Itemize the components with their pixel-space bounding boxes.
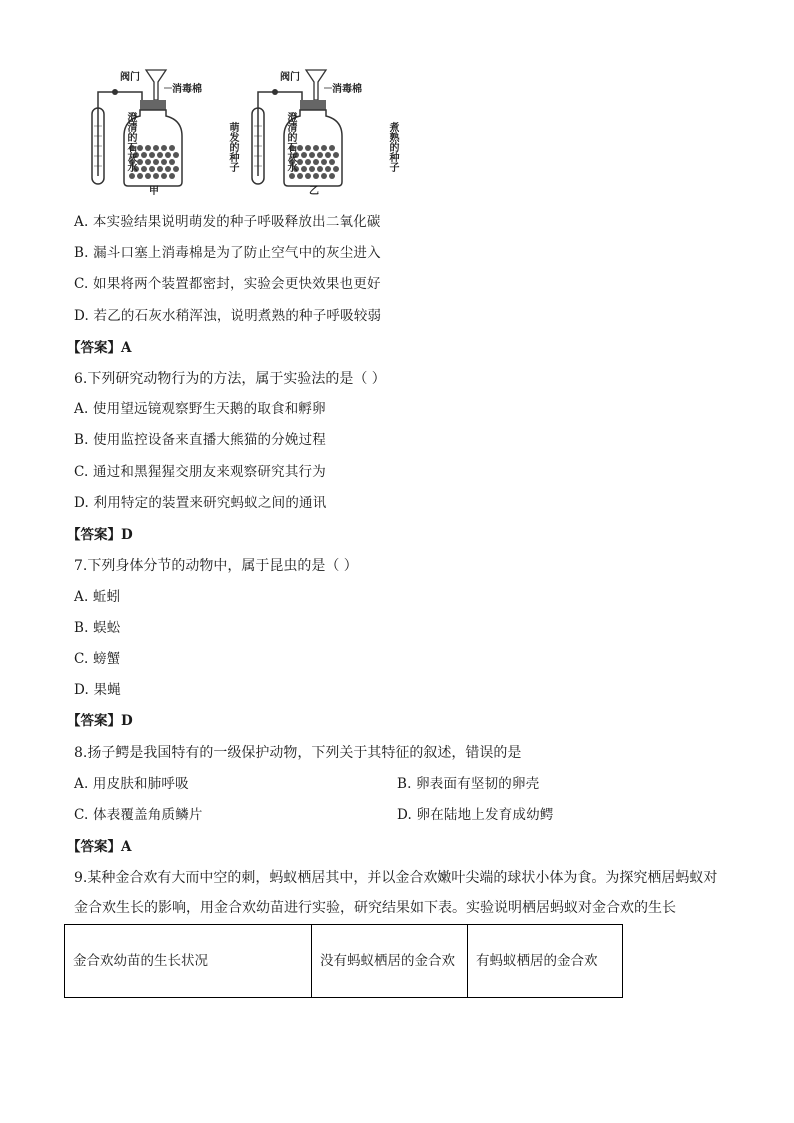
label-valve-right: 阀门	[280, 72, 300, 83]
q6-option-c: C. 通过和黑猩猩交朋友来观察研究其行为	[74, 464, 326, 480]
funnel-right	[306, 70, 326, 100]
q7-option-c: C. 螃蟹	[74, 651, 121, 667]
q5-option-c: C. 如果将两个装置都密封，实验会更快效果也更好	[74, 276, 381, 292]
apparatus-right	[236, 70, 400, 197]
table-row	[65, 925, 623, 998]
q6-stem: 6.下列研究动物行为的方法，属于实验法的是（ ）	[74, 371, 386, 387]
experiment-figure	[70, 66, 398, 197]
q7-option-b: B. 蜈蚣	[74, 620, 121, 636]
q9-stem-line2: 金合欢生长的影响，用金合欢幼苗进行实验，研究结果如下表。实验说明栖居蚂蚁对金合欢的生长	[74, 900, 676, 916]
table-header-cell-1: 金合欢幼苗的生长状况	[65, 925, 312, 998]
label-valve-left: 阀门	[120, 72, 140, 83]
q7-stem: 7.下列身体分节的动物中，属于昆虫的是（ ）	[74, 558, 358, 574]
label-cotton-left: 消毒棉	[172, 84, 202, 95]
label-cotton-right: 消毒棉	[332, 84, 362, 95]
limewater-left-text: 澄清的石灰水	[76, 112, 136, 123]
q8-stem: 8.扬子鳄是我国特有的一级保护动物，下列关于其特征的叙述，错误的是	[74, 745, 522, 761]
label-limewater-right: 澄清的石灰水	[236, 112, 296, 123]
table-header-cell-2: 没有蚂蚁栖居的金合欢	[312, 925, 468, 998]
q8-answer: 【答案】A	[67, 839, 132, 855]
q6-option-b: B. 使用监控设备来直播大熊猫的分娩过程	[74, 432, 327, 448]
q5-option-a: A. 本实验结果说明萌发的种子呼吸释放出二氧化碳	[74, 214, 381, 230]
q7-option-d: D. 果蝇	[74, 682, 121, 698]
funnel-left	[146, 70, 166, 100]
label-seeds-left: 萌发的种子	[188, 122, 238, 133]
q8-option-d: D. 卵在陆地上发育成幼鳄	[397, 807, 554, 823]
q6-answer: 【答案】D	[67, 527, 133, 543]
q5-option-d: D. 若乙的石灰水稍浑浊，说明煮熟的种子呼吸较弱	[74, 308, 382, 324]
q8-option-c: C. 体表覆盖角质鳞片	[74, 807, 203, 823]
q5-answer: 【答案】A	[67, 340, 132, 356]
label-seeds-right: 煮熟的种子	[348, 122, 398, 133]
q6-option-d: D. 利用特定的装置来研究蚂蚁之间的通讯	[74, 495, 327, 511]
table-header-cell-3: 有蚂蚁栖居的金合欢	[468, 925, 623, 998]
q8-option-b: B. 卵表面有坚韧的卵壳	[397, 776, 540, 792]
q5-option-b: B. 漏斗口塞上消毒棉是为了防止空气中的灰尘进入	[74, 245, 381, 261]
caption-right: 乙	[309, 186, 319, 197]
apparatus-left	[76, 70, 240, 197]
caption-left: 甲	[149, 186, 159, 197]
valve-left	[112, 89, 118, 95]
q8-option-a: A. 用皮肤和肺呼吸	[74, 776, 189, 792]
results-table	[64, 924, 623, 998]
q7-answer: 【答案】D	[67, 713, 133, 729]
q6-option-a: A. 使用望远镜观察野生天鹅的取食和孵卵	[74, 401, 326, 417]
q7-option-a: A. 蚯蚓	[74, 589, 121, 605]
valve-right	[272, 89, 278, 95]
q9-stem-line1: 9.某种金合欢有大而中空的刺，蚂蚁栖居其中，并以金合欢嫩叶尖端的球状小体为食。为探究栖居蚂蚁对	[74, 870, 718, 886]
